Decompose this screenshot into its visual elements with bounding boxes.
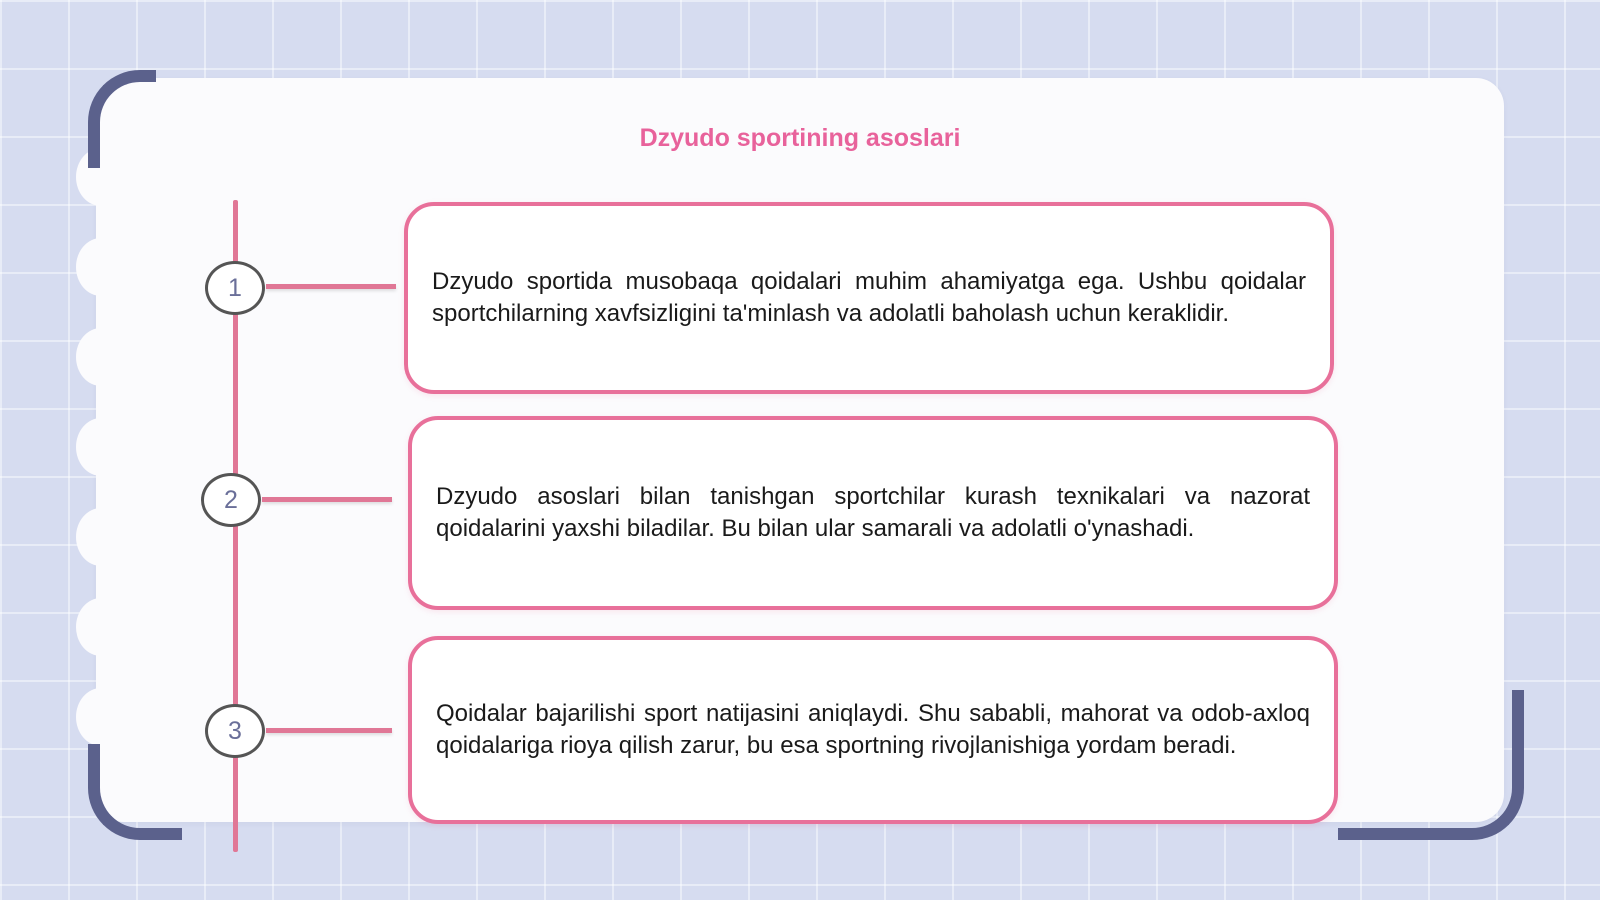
notebook-scallop (76, 418, 126, 476)
step-card-3 (408, 636, 1338, 824)
notebook-scallop (76, 238, 126, 296)
timeline-connector (266, 284, 396, 289)
notebook-scallop (76, 328, 126, 386)
timeline-connector (266, 728, 392, 733)
step-number-1: 1 (205, 261, 265, 315)
step-text-2: Dzyudo asoslari bilan tanishgan sportchilar kurash texnikalari va nazorat qoidalarini yaxshi biladilar. Bu bilan ular samarali va adolatli o'ynashadi. (436, 483, 1310, 542)
notebook-scallop (76, 688, 126, 746)
step-card-2 (408, 416, 1338, 610)
frame-corner-bottom-right (1338, 690, 1524, 840)
notebook-scallop (76, 598, 126, 656)
step-text-1: Dzyudo sportida musobaqa qoidalari muhim ahamiyatga ega. Ushbu qoidalar sportchilarning xavfsizligini ta'minlash va adolatli baholash uchun keraklidir. (432, 268, 1306, 327)
timeline-connector (262, 497, 392, 502)
step-number-3: 3 (205, 704, 265, 758)
frame-corner-bottom-left (88, 744, 182, 840)
step-text-3: Qoidalar bajarilishi sport natijasini aniqlaydi. Shu sababli, mahorat va odob-axloq qoidalariga rioya qilish zarur, bu esa sportning rivojlanishiga yordam beradi. (436, 700, 1310, 759)
step-card-1 (404, 202, 1334, 394)
frame-corner-top-left (88, 70, 156, 168)
notebook-scallop (76, 508, 126, 566)
slide-title: Dzyudo sportining asoslari (639, 124, 961, 152)
step-number-2: 2 (201, 473, 261, 527)
